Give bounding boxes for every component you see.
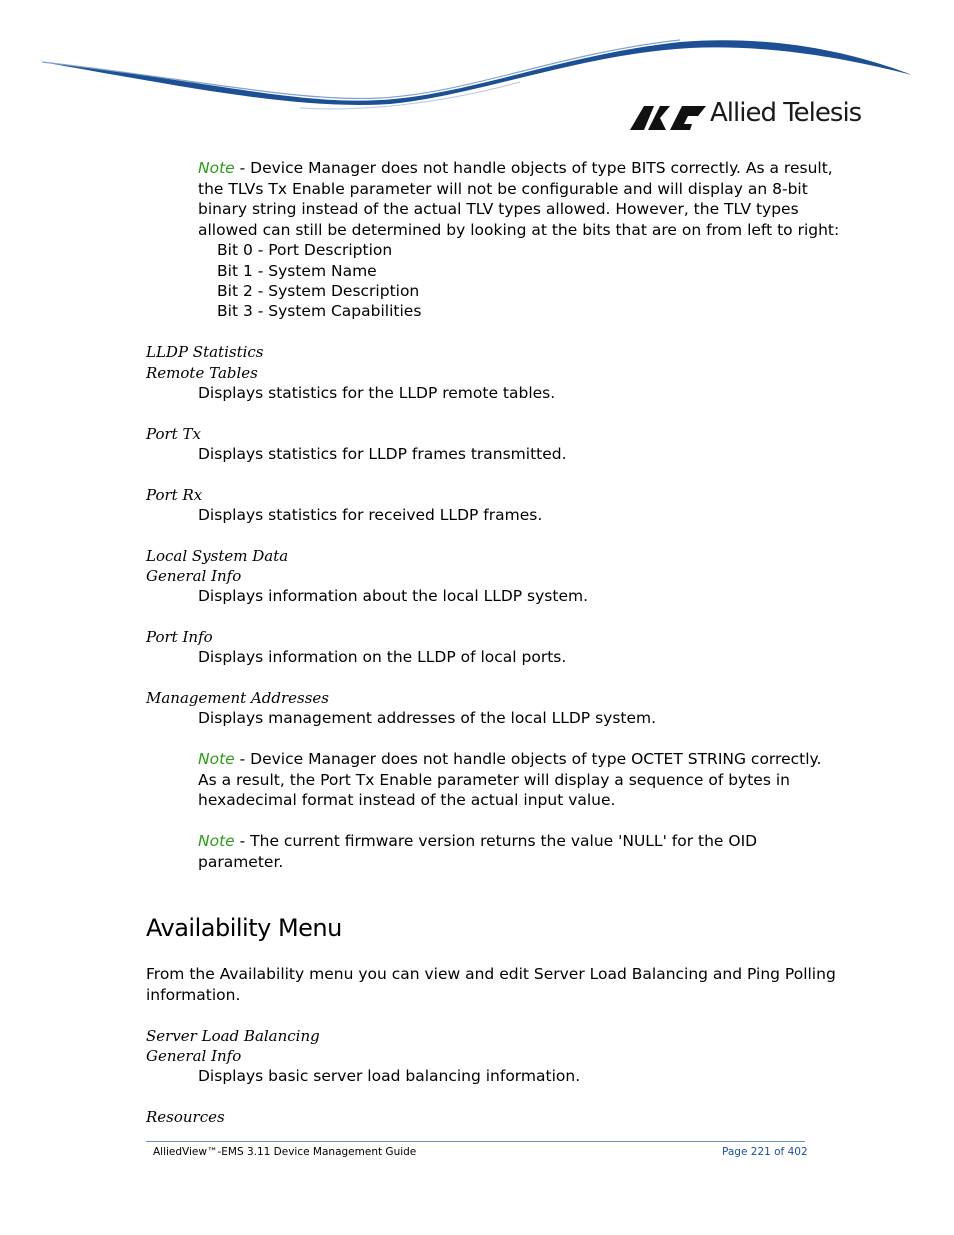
note2-line-1: [198, 749, 821, 770]
server-load-balancing-heading: Server Load Balancing: [146, 1027, 320, 1045]
note2-line-3: hexadecimal format instead of the actual input value.: [198, 791, 616, 809]
allied-telesis-logo: [630, 100, 870, 136]
port-info-heading: Port Info: [146, 628, 213, 646]
port-tx-heading: Port Tx: [146, 425, 201, 443]
note1-text: - Device Manager does not handle objects of type BITS correctly. As a result,: [234, 159, 833, 177]
footer-document-title: AlliedView™-EMS 3.11 Device Management Guide: [153, 1146, 417, 1158]
port-rx-desc: Displays statistics for received LLDP frames.: [198, 506, 543, 524]
logo-text: Allied Telesis: [710, 98, 862, 128]
logo-mark-icon: [630, 104, 706, 132]
note2-text: - Device Manager does not handle objects of type OCTET STRING correctly.: [234, 750, 822, 768]
slb-general-info-heading: General Info: [146, 1047, 242, 1065]
note3-text: - The current firmware version returns the value 'NULL' for the OID: [234, 832, 758, 850]
lldp-statistics-heading: LLDP Statistics: [146, 343, 264, 361]
general-info-desc: Displays information about the local LLDP system.: [198, 587, 589, 605]
note1-line-2: the TLVs Tx Enable parameter will not be configurable and will display an 8-bit: [198, 180, 808, 198]
port-rx-heading: Port Rx: [146, 486, 203, 504]
slb-general-info-desc: Displays basic server load balancing information.: [198, 1067, 581, 1085]
bit-item: Bit 3 - System Capabilities: [217, 302, 422, 320]
note1-line-1: [198, 158, 833, 179]
port-info-desc: Displays information on the LLDP of local ports.: [198, 648, 567, 666]
port-tx-desc: Displays statistics for LLDP frames transmitted.: [198, 445, 567, 463]
bit-item: Bit 1 - System Name: [217, 262, 377, 280]
availability-intro-line-2: information.: [146, 986, 241, 1004]
note2-line-2: As a result, the Port Tx Enable parameter will display a sequence of bytes in: [198, 771, 790, 789]
note-label: Note: [198, 750, 235, 768]
management-addresses-heading: Management Addresses: [146, 689, 329, 707]
note1-line-3: binary string instead of the actual TLV types allowed. However, the TLV types: [198, 200, 799, 218]
footer-divider: [146, 1141, 805, 1142]
availability-menu-title: Availability Menu: [146, 914, 342, 942]
note-label: Note: [198, 832, 235, 850]
remote-tables-desc: Displays statistics for the LLDP remote tables.: [198, 384, 556, 402]
general-info-heading: General Info: [146, 567, 242, 585]
note3-line-2: parameter.: [198, 853, 284, 871]
availability-intro-line-1: From the Availability menu you can view and edit Server Load Balancing and Ping Polling: [146, 965, 836, 983]
local-system-data-heading: Local System Data: [146, 547, 289, 565]
note-label: Note: [198, 159, 235, 177]
resources-heading: Resources: [146, 1108, 225, 1126]
note3-line-1: [198, 831, 757, 852]
bit-item: Bit 2 - System Description: [217, 282, 420, 300]
management-addresses-desc: Displays management addresses of the local LLDP system.: [198, 709, 657, 727]
bit-item: Bit 0 - Port Description: [217, 241, 393, 259]
footer-page-number: Page 221 of 402: [722, 1146, 808, 1158]
remote-tables-heading: Remote Tables: [146, 364, 258, 382]
note1-line-4: allowed can still be determined by looking at the bits that are on from left to right:: [198, 221, 840, 239]
